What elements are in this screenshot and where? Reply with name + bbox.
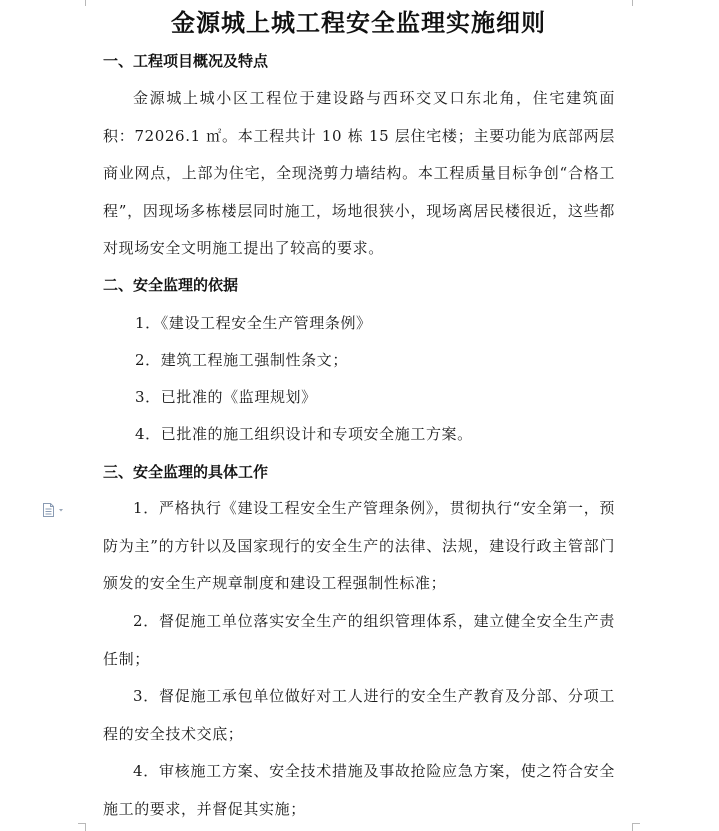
crop-mark — [85, 823, 86, 831]
crop-mark — [78, 823, 86, 824]
work-paragraph: 4．审核施工方案、安全技术措施及事故抢险应急方案，使之符合安全施工的要求，并督促其实施； — [103, 762, 615, 818]
crop-mark — [632, 823, 633, 831]
document-options-icon-graphic — [42, 502, 66, 518]
document-options-icon[interactable] — [42, 502, 66, 518]
crop-mark — [85, 0, 86, 6]
section-heading-specific-work: 三、安全监理的具体工作 — [103, 463, 269, 481]
crop-mark — [632, 823, 640, 824]
work-paragraph: 3．督促施工承包单位做好对工人进行的安全生产教育及分部、分项工程的安全技术交底； — [103, 687, 615, 743]
section-heading-overview: 一、工程项目概况及特点 — [103, 52, 269, 70]
work-paragraph: 1．严格执行《建设工程安全生产管理条例》，贯彻执行“安全第一，预防为主”的方针以及国家现行的安全生产的法律、法规，建设行政主管部门颁发的安全生产规章制度和建设工程强制性标准； — [103, 499, 615, 592]
work-paragraph: 2．督促施工单位落实安全生产的组织管理体系，建立健全安全生产责任制； — [103, 612, 615, 668]
basis-list-item: 3．已批准的《监理规划》 — [135, 388, 317, 406]
basis-list-item: 1．《建设工程安全生产管理条例》 — [135, 314, 372, 332]
document-title: 金源城上城工程安全监理实施细则 — [171, 9, 546, 37]
section-heading-basis: 二、安全监理的依据 — [103, 276, 239, 294]
basis-list-item: 4．已批准的施工组织设计和专项安全施工方案。 — [135, 425, 473, 443]
crop-mark — [632, 0, 633, 6]
basis-list-item: 2．建筑工程施工强制性条文； — [135, 351, 348, 369]
overview-paragraph: 金源城上城小区工程位于建设路与西环交叉口东北角，住宅建筑面积：72026.1 ㎡。本工程共计 10 栋 15 层住宅楼；主要功能为底部两层商业网点，上部为住宅，全现浇剪力墙结构。本工程质量目标争创“合格工程”，因现场多栋楼层同时施工，场地很狭小，现场离居民楼很近，这些都对现场安全文明施工提出了较高的要求。 — [103, 89, 615, 257]
